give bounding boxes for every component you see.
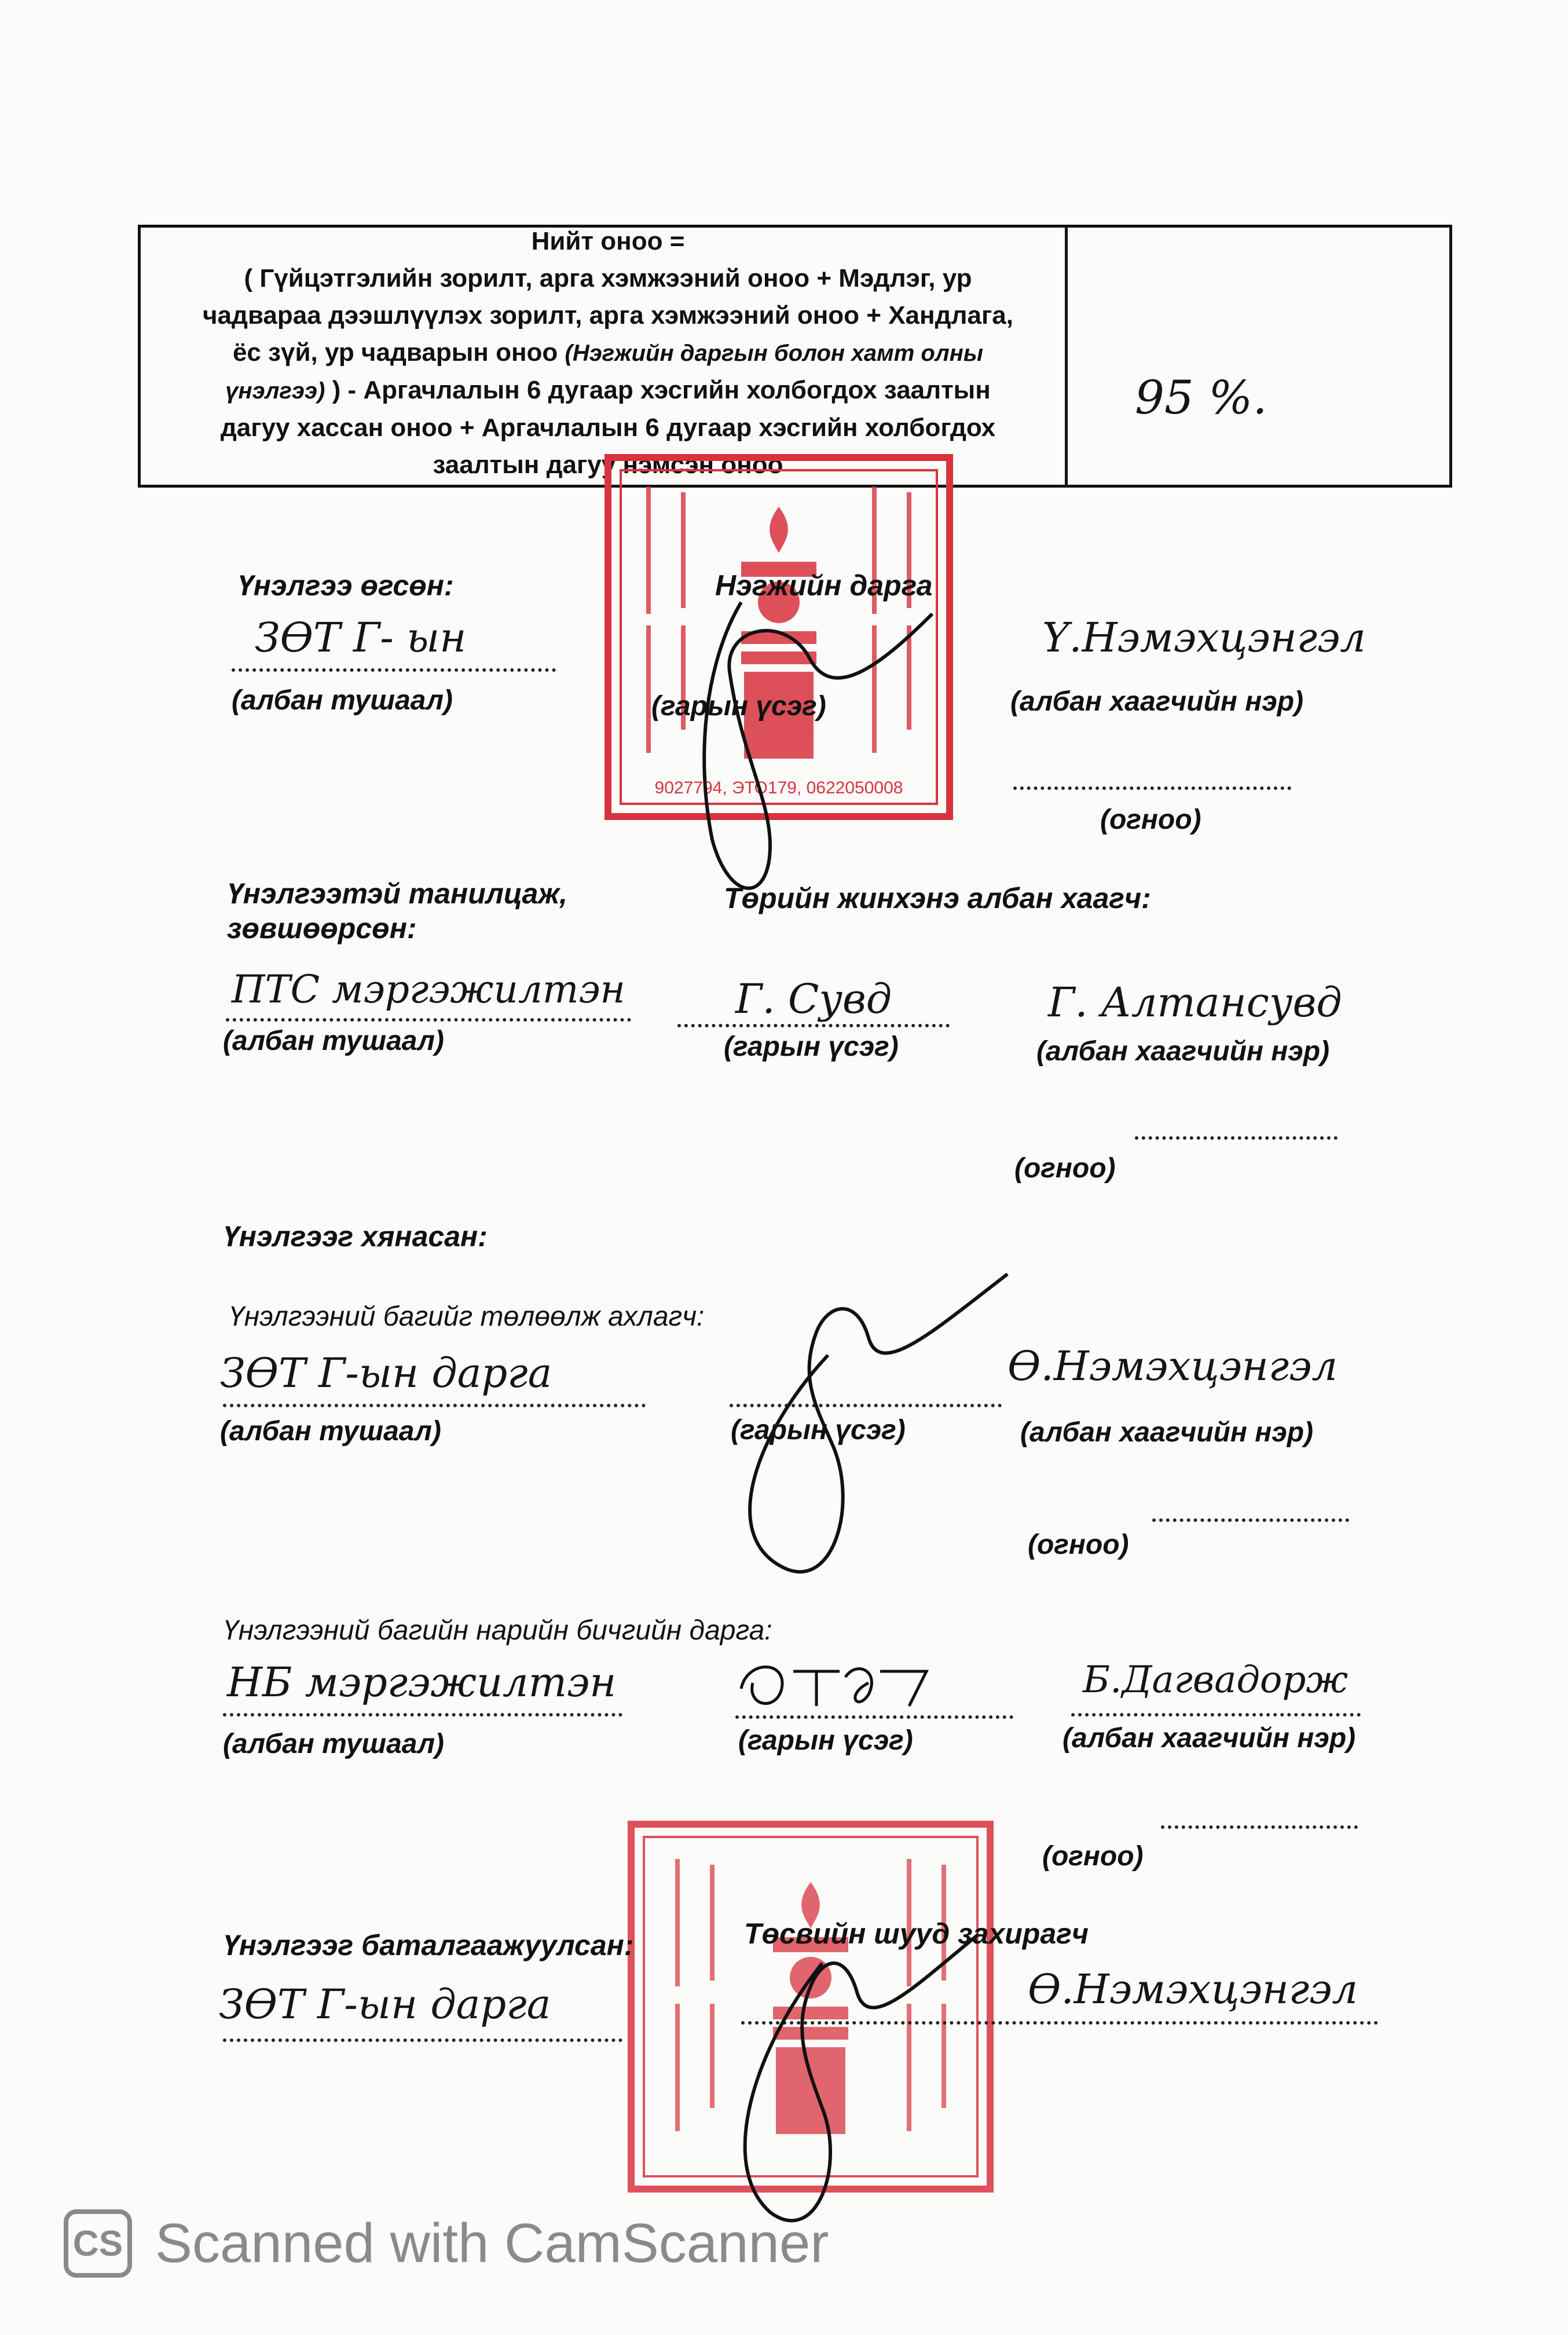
section5-position-handwritten: ЗӨТ Г-ын дарга bbox=[219, 1981, 551, 2028]
camscanner-footer bbox=[64, 2209, 829, 2278]
signature-secretary bbox=[735, 1654, 944, 1718]
section1-label-date: (огноо) bbox=[1100, 804, 1201, 835]
section1-label-position: (албан тушаал) bbox=[232, 685, 453, 716]
section1-label-name: (албан хаагчийн нэр) bbox=[1010, 686, 1304, 717]
section2-date-line bbox=[1135, 1136, 1338, 1140]
section3-date-line bbox=[1152, 1518, 1349, 1522]
section1-heading: Үнэлгээ өгсөн: bbox=[237, 569, 454, 602]
section1-date-line bbox=[1013, 786, 1291, 790]
section2-signature-line bbox=[677, 1024, 950, 1027]
score-divider bbox=[1065, 225, 1068, 488]
section4-label-name: (албан хаагчийн нэр) bbox=[1063, 1723, 1356, 1754]
section4-label-signature: (гарын үсэг) bbox=[738, 1725, 913, 1756]
section4-position-line bbox=[223, 1713, 622, 1717]
score-value: 95 %. bbox=[1135, 371, 1267, 424]
section1-role: Нэгжийн дарга bbox=[715, 569, 933, 602]
section1-position-handwritten: ЗӨТ Г- ын bbox=[255, 614, 467, 661]
section4-label-date: (огноо) bbox=[1042, 1841, 1144, 1872]
camscanner-logo: CS bbox=[64, 2209, 132, 2278]
section2-label-signature: (гарын үсэг) bbox=[724, 1031, 899, 1062]
section3-label-name: (албан хаагчийн нэр) bbox=[1020, 1417, 1314, 1448]
section3-position-handwritten: ЗӨТ Г-ын дарга bbox=[220, 1349, 552, 1397]
section4-signature-line bbox=[735, 1715, 1013, 1719]
section3-heading: Үнэлгээг хянасан: bbox=[223, 1220, 488, 1253]
stamp-number: 9027794, ЭТО179, 0622050008 bbox=[654, 778, 903, 797]
section1-name-handwritten: Ү.Нэмэхцэнгэл bbox=[1042, 614, 1366, 661]
section2-name-handwritten: Г. Алтансувд bbox=[1048, 979, 1342, 1026]
section3-position-line bbox=[223, 1404, 646, 1407]
section2-heading-line1: Үнэлгээтэй танилцаж, bbox=[227, 877, 568, 910]
section3-label-position: (албан тушаал) bbox=[220, 1416, 441, 1447]
section2-role: Төрийн жинхэнэ албан хаагч: bbox=[724, 882, 1151, 914]
section2-heading-line2: зөвшөөрсөн: bbox=[227, 912, 417, 945]
section2-position-handwritten: ПТС мэргэжилтэн bbox=[232, 967, 625, 1012]
section4-date-line bbox=[1161, 1825, 1358, 1829]
score-formula bbox=[156, 223, 1060, 484]
signature-unit-head bbox=[660, 579, 961, 927]
score-line-1: ( Гүйцэтгэлийн зорилт, арга хэмжээний оноо + Мэдлэг, ур bbox=[244, 264, 972, 292]
section5-name-handwritten: Ө.Нэмэхцэнгэл bbox=[1028, 1966, 1358, 2013]
section4-position-handwritten: НБ мэргэжилтэн bbox=[227, 1659, 617, 1706]
section2-label-name: (албан хаагчийн нэр) bbox=[1036, 1036, 1330, 1067]
score-line-6: заалтын дагуу нэмсэн оноо bbox=[433, 451, 783, 479]
section3-label-signature: (гарын үсэг) bbox=[731, 1415, 906, 1445]
section4-name-line bbox=[1071, 1713, 1361, 1717]
section2-label-date: (огноо) bbox=[1014, 1153, 1116, 1184]
score-line-2: чадвараа дээшлүүлэх зорилт, арга хэмжээний оноо + Хандлага, bbox=[203, 301, 1013, 330]
section1-position-line bbox=[232, 668, 556, 672]
section4-label-position: (албан тушаал) bbox=[223, 1729, 444, 1759]
section5-role: Төсвийн шууд захирагч bbox=[744, 1917, 1089, 1950]
section3-subheading: Үнэлгээний багийг төлөөлж ахлагч: bbox=[229, 1301, 705, 1332]
section5-heading: Үнэлгээг баталгаажуулсан: bbox=[223, 1929, 634, 1961]
section2-position-line bbox=[226, 1018, 631, 1022]
signature-team-lead bbox=[683, 1262, 1031, 1587]
score-title: Нийт оноо = bbox=[531, 227, 685, 255]
section4-name-handwritten: Б.Дагвадорж bbox=[1083, 1659, 1349, 1701]
section3-name-handwritten: Ө.Нэмэхцэнгэл bbox=[1008, 1342, 1338, 1390]
signature-budget-director bbox=[672, 1911, 996, 2235]
section3-label-date: (огноо) bbox=[1028, 1529, 1129, 1560]
section1-label-signature: (гарын үсэг) bbox=[651, 691, 826, 722]
section5-position-line bbox=[223, 2038, 622, 2042]
section2-label-position: (албан тушаал) bbox=[223, 1026, 444, 1056]
score-line-4: үнэлгээ) ) - Аргачлалын 6 дугаар хэсгийн холбогдох заалтын bbox=[225, 376, 991, 404]
score-line-3: ёс зүй, ур чадварын оноо (Нэгжийн даргын болон хамт олны bbox=[232, 338, 984, 367]
section4-subheading: Үнэлгээний багийн нарийн бичгийн дарга: bbox=[223, 1615, 772, 1646]
score-line-5: дагуу хассан оноо + Аргачлалын 6 дугаар хэсгийн холбогдох bbox=[220, 413, 996, 442]
camscanner-text: Scanned with CamScanner bbox=[155, 2212, 829, 2274]
section2-signature-handwritten: Г. Сувд bbox=[735, 975, 892, 1023]
